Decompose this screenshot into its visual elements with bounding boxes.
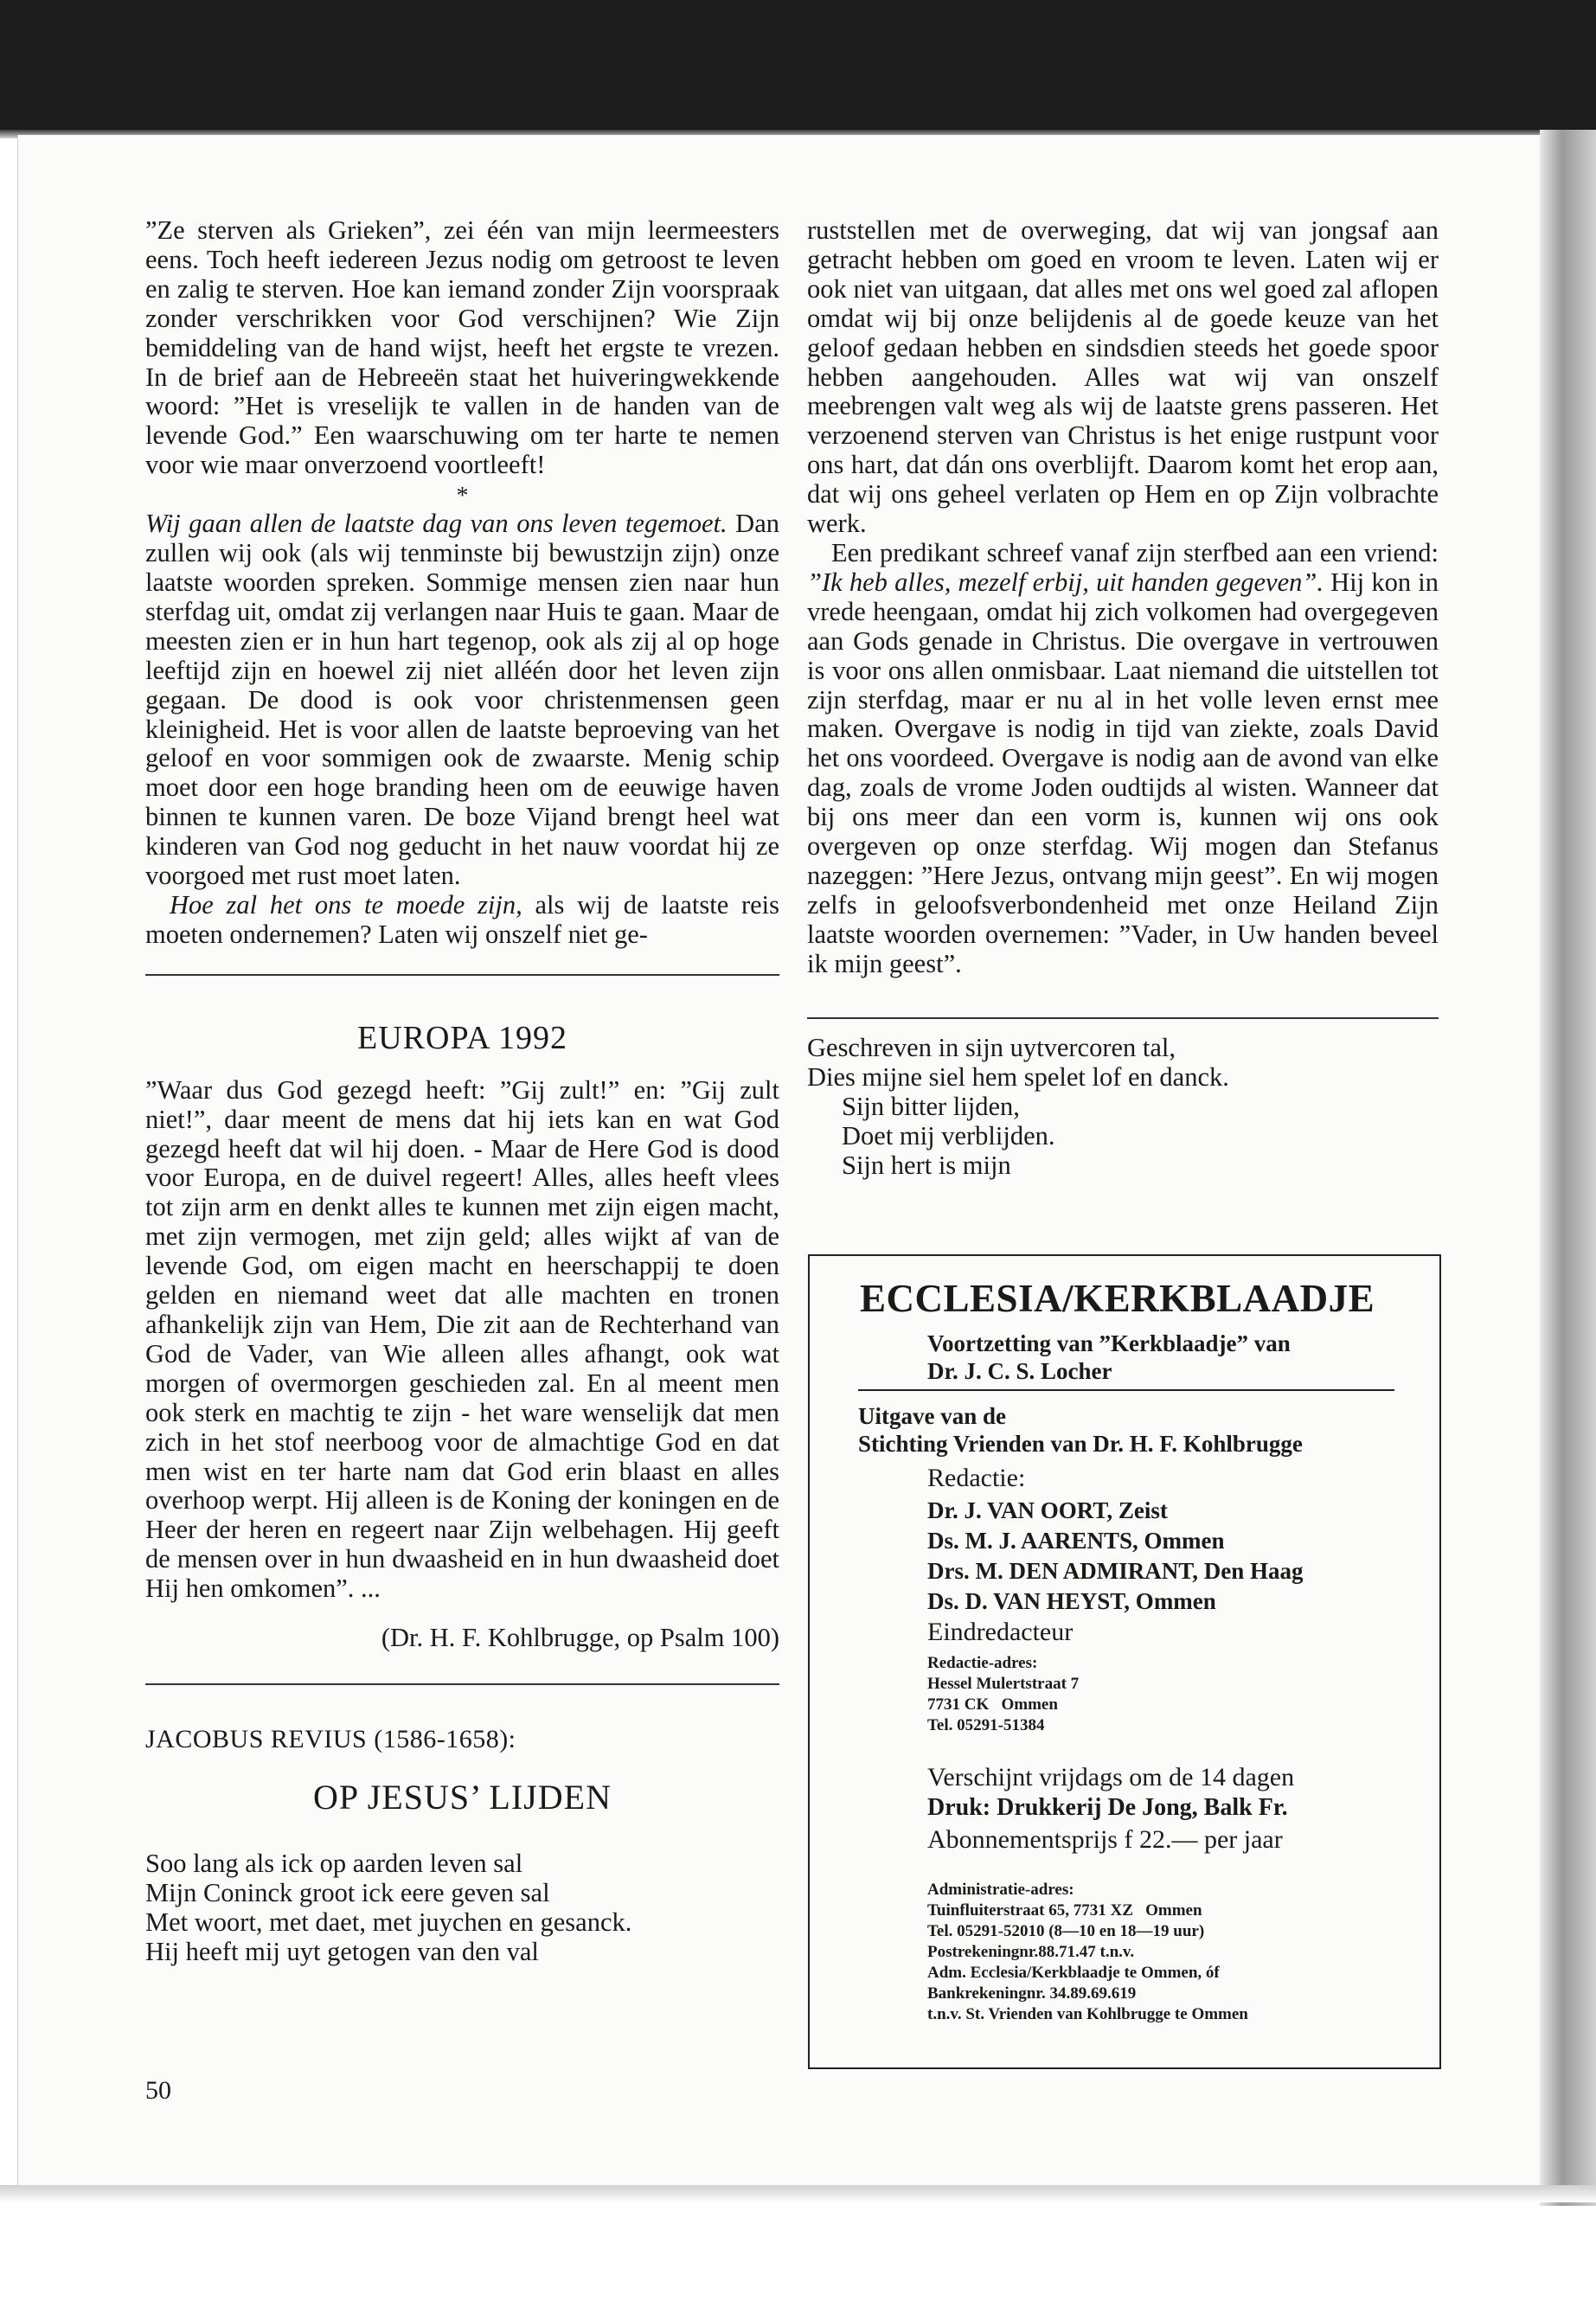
colophon-admin-line: Tuinfluiterstraat 65, 7731 XZ Ommen	[927, 1901, 1202, 1920]
book-spine	[1540, 130, 1596, 2206]
left-p2-italic: Wij gaan allen de laatste dag van ons leven tegemoet.	[145, 509, 727, 539]
right-p2-italic: ”Ik heb alles, mezelf erbij, uit handen gegeven”.	[807, 567, 1324, 597]
colophon-chief-editor-label: Eindredacteur	[927, 1618, 1074, 1646]
poem-line: Hij heeft mij uyt getogen van den val	[145, 1937, 539, 1967]
colophon-schedule: Verschijnt vrijdags om de 14 dagen	[927, 1763, 1295, 1791]
divider	[858, 1389, 1394, 1391]
poem-line: Dies mijne siel hem spelet lof en danck.	[807, 1061, 1229, 1092]
divider	[145, 1683, 779, 1685]
right-paragraph-2	[807, 539, 1439, 979]
poem-line: Sijn hert is mijn	[842, 1150, 1011, 1180]
colophon-printer: Druk: Drukkerij De Jong, Balk Fr.	[927, 1794, 1288, 1821]
right-p2-b: Hij kon in vrede heengaan, omdat hij zich volkomen had overgegeven aan Gods genade in Christus. Die overgave in vertrouwen is voor ons allen onmisbaar. Laat niemand die uitstellen tot zijn sterfdag, maar er nu al in het volle leven ernst mee maken. Overgave is nodig in tijd van ziekte, zoals David het ons voordeed. Overgave is nodig aan de avond van elke dag, zoals de vrome Joden oudtijds al wisten. Wanneer dat bij ons meer dan een vorm is, kunnen wij ons ook overgeven op onze sterfdag. Wij mogen dan Stefanus nazeggen: ”Here Jezus, ontvang mijn geest”. En wij mogen zelfs in geloofsverbondenheid met onze Heiland Zijn laatste woorden overnemen: ”Vader, in Uw handen beveel ik mijn geest”.	[807, 567, 1439, 978]
colophon-editor: Drs. M. DEN ADMIRANT, Den Haag	[927, 1558, 1304, 1584]
europa-source: (Dr. H. F. Kohlbrugge, op Psalm 100)	[381, 1623, 779, 1653]
colophon-admin-line: Tel. 05291-52010 (8—10 en 18—19 uur)	[927, 1922, 1205, 1940]
colophon-address-line: Redactie-adres:	[927, 1654, 1038, 1672]
colophon-publisher: Stichting Vrienden van Dr. H. F. Kohlbrugge	[858, 1431, 1303, 1457]
colophon-editor: Ds. M. J. AARENTS, Ommen	[927, 1528, 1225, 1554]
colophon-box	[808, 1254, 1441, 2069]
europa-text: ”Waar dus God gezegd heeft: ”Gij zult!” en: ”Gij zult niet!”, daar meent de mens dat hij iets kan en wat God gezegd heeft dat wil hij doen. - Maar de Here God is dood voor Europa, en de duivel regeert! Alles, alles heeft vlees tot zijn arm en denkt alles te kunnen met zijn eigen macht, met zijn vermogen, met zijn geld; alles wijkt af van de levende God, om eigen macht en heerschappij te doen gelden en niemand weet dat alle machten en tronen afhankelijk zijn van Hem, Die zit aan de Rechterhand van God de Vader, van Wie alleen alles afhangt, ook wat morgen of overmorgen geschieden zal. En al meent men ook sterk en machtig te zijn - het ware wenselijk dat men zich in het stof neerboog voor de almachtige God en dat men wist en ter harte nam dat God erin blaast en alles overhoop werpt. Hij alleen is de Koning der koningen en de Heer der heren en regeert naar Zijn welbehagen. Hij geeft de mensen over in hun dwaasheid en in hun dwaasheid doet Hij hen omkomen”. ...	[145, 1074, 779, 1604]
divider	[145, 974, 779, 976]
divider	[807, 1017, 1439, 1019]
colophon-continuation-name: Dr. J. C. S. Locher	[927, 1358, 1112, 1384]
colophon-admin-line: Administratie-adres:	[927, 1881, 1074, 1899]
colophon-editor: Ds. D. VAN HEYST, Ommen	[927, 1588, 1216, 1614]
page-number: 50	[145, 2076, 171, 2105]
colophon-editor: Dr. J. VAN OORT, Zeist	[927, 1497, 1168, 1523]
colophon-admin-line: Adm. Ecclesia/Kerkblaadje te Ommen, óf	[927, 1964, 1220, 1982]
section-separator: *	[456, 483, 469, 510]
colophon-address-line: 7731 CK Ommen	[927, 1695, 1058, 1714]
colophon-admin-line: Bankrekeningnr. 34.89.69.619	[927, 1984, 1137, 2003]
left-paragraph-3	[145, 891, 779, 950]
revius-poem	[145, 1849, 779, 1966]
poem-line: Mijn Coninck groot ick eere geven sal	[145, 1878, 550, 1908]
right-paragraph-1: ruststellen met de overweging, dat wij van jongsaf aan getracht hebben om goed en vroom te leven. Laten wij er ook niet van uitgaan, dat alles met ons wel goed zal aflopen omdat wij bij onze belijdenis al de goede keuze van het geloof gedaan hebben en sindsdien steeds het goede spoor hebben aangehouden. Alles wat wij van onszelf meebrengen valt weg als wij de laatste grens passeren. Het verzoenend sterven van Christus is het enige rustpunt voor ons hart, dat dán ons overblijft. Daarom komt het erop aan, dat wij ons geheel verlaten op Hem en op Zijn volbrachte werk.	[807, 215, 1439, 539]
left-p3-italic: Hoe zal het ons te moede zijn,	[170, 889, 522, 920]
left-paragraph-1: ”Ze sterven als Grieken”, zei één van mijn leermeesters eens. Toch heeft iedereen Jezus nodig om getroost te leven en zalig te sterven. Hoe kan iemand zonder Zijn voorspraak zonder verschrikken voor God verschijnen? Wie Zijn bemiddeling van de hand wijst, heeft het ergste te vrezen. In de brief aan de Hebreeën staat het huiveringwekkende woord: ”Het is vreselijk te vallen in de handen van de levende God.” Een waarschuwing om ter harte te nemen voor wie maar onverzoend voortleeft!	[145, 215, 779, 480]
colophon-admin-line: Postrekeningnr.88.71.47 t.n.v.	[927, 1943, 1135, 1961]
colophon-title: ECCLESIA/KERKBLAADJE	[860, 1277, 1375, 1320]
right-poem	[807, 1033, 1439, 1180]
revius-title: OP JESUS’ LIJDEN	[313, 1778, 612, 1817]
revius-heading: JACOBUS REVIUS (1586-1658):	[145, 1725, 516, 1754]
colophon-admin-line: t.n.v. St. Vrienden van Kohlbrugge te Ommen	[927, 2005, 1248, 2023]
europa-heading: EUROPA 1992	[357, 1019, 567, 1056]
colophon-continuation: Voortzetting van ”Kerkblaadje” van	[927, 1330, 1291, 1356]
left-column	[145, 216, 779, 1966]
left-p3-text: als wij de laatste reis moeten ondernemen? Laten wij onszelf niet ge-	[145, 889, 779, 949]
poem-line: Geschreven in sijn uytvercoren tal,	[807, 1032, 1176, 1062]
colophon-address-line: Hessel Mulertstraat 7	[927, 1675, 1080, 1693]
colophon-address-line: Tel. 05291-51384	[927, 1716, 1045, 1734]
left-p2-text: Dan zullen wij ook (als wij tenminste bij bewustzijn zijn) onze laatste woorden spreken. Sommige mensen zien naar hun sterfdag uit, omdat zij verlangen naar Huis te gaan. Maar de meesten zien er in hun hart tegenop, ook als zij al op hoge leeftijd zijn en hoewel zij niet alléén door het leven zijn gegaan. De dood is ook voor christenmensen geen kleinigheid. Het is voor allen de laatste beproeving van het geloof en voor sommigen ook de zwaarste. Menig schip moet door een hoge branding heen om de eeuwige haven binnen te kunnen varen. De boze Vijand brengt heel wat kinderen van God nog geducht in het nauw voordat hij ze voorgoed met rust moet laten.	[145, 509, 779, 891]
colophon-subscription: Abonnementsprijs f 22.— per jaar	[927, 1825, 1283, 1854]
page-bottom-shadow	[0, 2185, 1596, 2202]
colophon-editorial-label: Redactie:	[927, 1464, 1026, 1492]
right-column	[807, 216, 1439, 1180]
scan-dark-border	[0, 0, 1596, 130]
poem-line: Sijn bitter lijden,	[842, 1091, 1020, 1121]
colophon-publisher-label: Uitgave van de	[858, 1403, 1006, 1429]
poem-line: Met woort, met daet, met juychen en gesanck.	[145, 1907, 632, 1938]
poem-line: Doet mij verblijden.	[842, 1120, 1055, 1150]
left-paragraph-2	[145, 510, 779, 891]
poem-line: Soo lang als ick op aarden leven sal	[145, 1849, 523, 1879]
right-p2-a: Een predikant schreef vanaf zijn sterfbed aan een vriend:	[831, 537, 1439, 567]
